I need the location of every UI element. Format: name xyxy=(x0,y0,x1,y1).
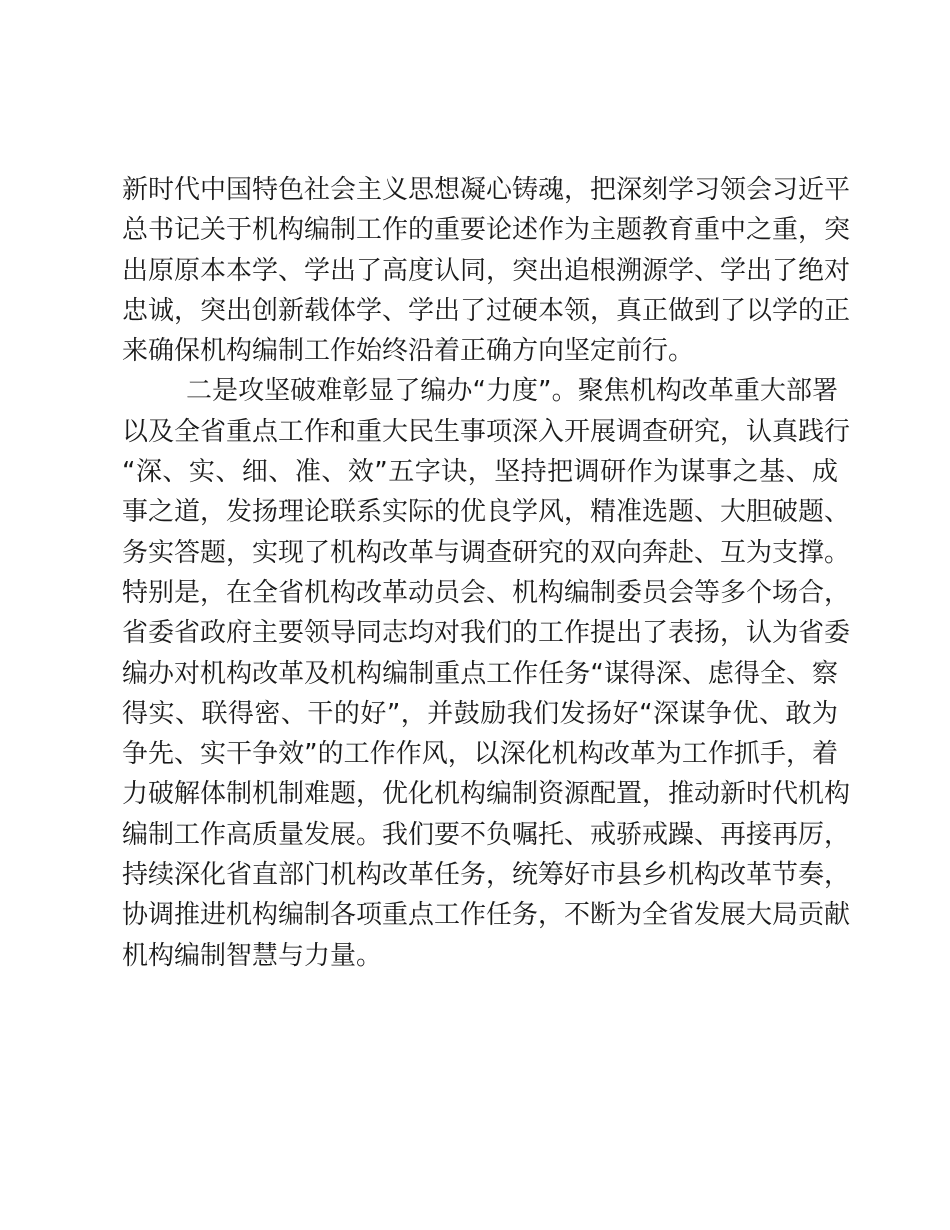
text-line: 得实、联得密、干的好”，并鼓励我们发扬好“深谋争优、敢为 xyxy=(122,698,838,729)
text-line: 特别是，在全省机构改革动员会、机构编制委员会等多个场合， xyxy=(122,577,851,608)
text-line: 来确保机构编制工作始终沿着正确方向坚定前行。 xyxy=(122,336,695,367)
text-line: “深、实、细、准、效”五字诀，坚持把调研作为谋事之基、成 xyxy=(122,457,838,488)
text-line: 事之道，发扬理论联系实际的优良学风，精准选题、大胆破题、 xyxy=(122,497,851,528)
text-line: 省委省政府主要领导同志均对我们的工作提出了表扬，认为省委 xyxy=(122,618,851,649)
text-line: 总书记关于机构编制工作的重要论述作为主题教育重中之重，突 xyxy=(122,215,851,246)
text-line: 出原原本本学、学出了高度认同，突出追根溯源学、学出了绝对 xyxy=(122,255,851,286)
text-line: 忠诚，突出创新载体学、学出了过硬本领，真正做到了以学的正 xyxy=(122,295,851,326)
text-line: 编制工作高质量发展。我们要不负嘱托、戒骄戒躁、再接再厉， xyxy=(122,819,851,850)
paragraph-continued xyxy=(122,170,851,371)
text-line: 以及全省重点工作和重大民生事项深入开展调查研究，认真践行 xyxy=(122,416,851,447)
text-line: 编办对机构改革及机构编制重点工作任务“谋得深、虑得全、察 xyxy=(122,658,838,689)
text-line: 务实答题，实现了机构改革与调查研究的双向奔赴、互为支撑。 xyxy=(122,537,851,568)
text-line: 争先、实干争效”的工作作风，以深化机构改革为工作抓手，着 xyxy=(122,739,838,770)
paragraph-second-point xyxy=(122,371,851,975)
text-line: 机构编制智慧与力量。 xyxy=(122,940,383,971)
text-line: 新时代中国特色社会主义思想凝心铸魂，把深刻学习领会习近平 xyxy=(122,175,851,205)
text-line: 协调推进机构编制各项重点工作任务，不断为全省发展大局贡献 xyxy=(122,900,851,931)
text-line: 持续深化省直部门机构改革任务，统筹好市县乡机构改革节奏， xyxy=(122,860,851,891)
text-line-indented: 二是攻坚破难彰显了编办“力度”。聚焦机构改革重大部署 xyxy=(186,376,838,407)
document-body xyxy=(122,170,851,976)
text-line: 力破解体制机制难题，优化机构编制资源配置，推动新时代机构 xyxy=(122,779,851,810)
